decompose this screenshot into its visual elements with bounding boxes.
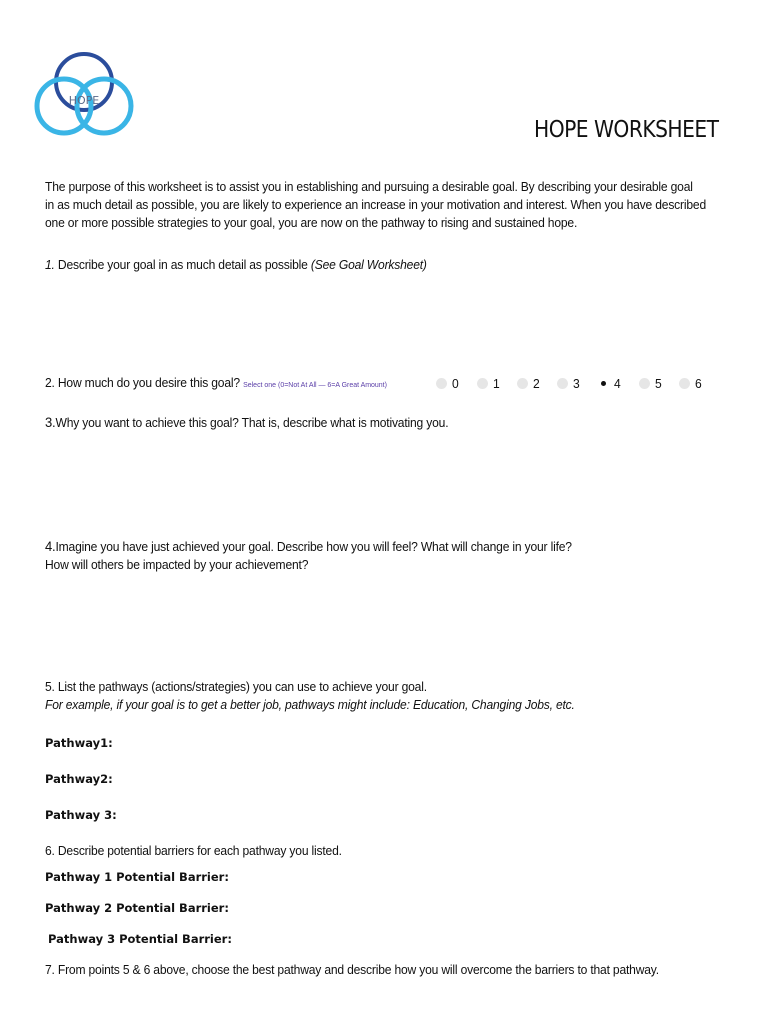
rating-option-3[interactable] bbox=[557, 374, 580, 392]
logo-text: HOPE bbox=[68, 94, 100, 107]
question-text: How will others be impacted by your achievement? bbox=[45, 557, 309, 572]
question-text: 5. List the pathways (actions/strategies) you can use to achieve your goal. bbox=[45, 679, 427, 694]
page-title: HOPE WORKSHEET bbox=[534, 117, 719, 143]
barrier-3-label: Pathway 3 Potential Barrier: bbox=[48, 932, 232, 946]
radio-circle-icon[interactable] bbox=[679, 378, 690, 389]
rating-option-0[interactable] bbox=[436, 374, 459, 392]
rating-option-5[interactable] bbox=[639, 374, 662, 392]
question-7: 7. From points 5 & 6 above, choose the best pathway and describe how you will overcome the barriers to that pathway. bbox=[45, 962, 659, 977]
intro-line: one or more possible strategies to your goal, you are now on the pathway to rising and sustained hope. bbox=[45, 215, 578, 230]
rating-option-1[interactable] bbox=[477, 374, 500, 392]
rating-option-label: 6 bbox=[695, 375, 702, 391]
question-text: 2. How much do you desire this goal? bbox=[45, 375, 240, 390]
rating-option-label: 3 bbox=[573, 375, 580, 391]
question-number: 4. bbox=[45, 538, 56, 554]
rating-option-label: 1 bbox=[493, 375, 500, 391]
rating-option-label: 5 bbox=[655, 375, 662, 391]
rating-option-label: 2 bbox=[533, 375, 540, 391]
rating-option-4[interactable] bbox=[598, 374, 621, 392]
question-5 bbox=[45, 678, 575, 714]
question-6: 6. Describe potential barriers for each pathway you listed. bbox=[45, 843, 342, 858]
question-example: For example, if your goal is to get a better job, pathways might include: Education, Changing Jobs, etc. bbox=[45, 697, 575, 712]
radio-circle-icon[interactable] bbox=[477, 378, 488, 389]
question-text: Describe your goal in as much detail as possible bbox=[54, 257, 311, 272]
pathway-1-label: Pathway1: bbox=[45, 736, 113, 750]
radio-circle-icon[interactable] bbox=[557, 378, 568, 389]
intro-paragraph bbox=[45, 178, 706, 232]
radio-circle-icon[interactable] bbox=[517, 378, 528, 389]
hope-logo bbox=[34, 44, 134, 142]
rating-option-label: 0 bbox=[452, 375, 459, 391]
radio-selected-icon[interactable] bbox=[598, 378, 609, 389]
radio-circle-icon[interactable] bbox=[639, 378, 650, 389]
rating-option-2[interactable] bbox=[517, 374, 540, 392]
question-text: Imagine you have just achieved your goal. Describe how you will feel? What will change in your life? bbox=[55, 539, 572, 554]
question-1 bbox=[45, 256, 427, 274]
question-3 bbox=[45, 413, 448, 432]
intro-line: The purpose of this worksheet is to assist you in establishing and pursuing a desirable goal. By describing your desirable goal bbox=[45, 179, 693, 194]
question-reference: (See Goal Worksheet) bbox=[310, 257, 427, 272]
question-text: Why you want to achieve this goal? That is, describe what is motivating you. bbox=[55, 415, 449, 430]
barrier-2-label: Pathway 2 Potential Barrier: bbox=[45, 901, 229, 915]
hope-logo-rings-icon bbox=[34, 44, 134, 142]
question-number: 3. bbox=[45, 414, 56, 430]
question-number: 1. bbox=[45, 257, 55, 272]
radio-circle-icon[interactable] bbox=[436, 378, 447, 389]
pathway-3-label: Pathway 3: bbox=[45, 808, 117, 822]
rating-option-6[interactable] bbox=[679, 374, 702, 392]
pathway-2-label: Pathway2: bbox=[45, 772, 113, 786]
intro-line: in as much detail as possible, you are likely to experience an increase in your motivation and interest. When you have described bbox=[45, 197, 706, 212]
barrier-1-label: Pathway 1 Potential Barrier: bbox=[45, 870, 229, 884]
rating-option-label: 4 bbox=[614, 375, 621, 391]
question-4 bbox=[45, 537, 572, 574]
rating-hint: Select one (0=Not At All — 6=A Great Amount) bbox=[243, 380, 387, 389]
question-2 bbox=[45, 374, 387, 394]
